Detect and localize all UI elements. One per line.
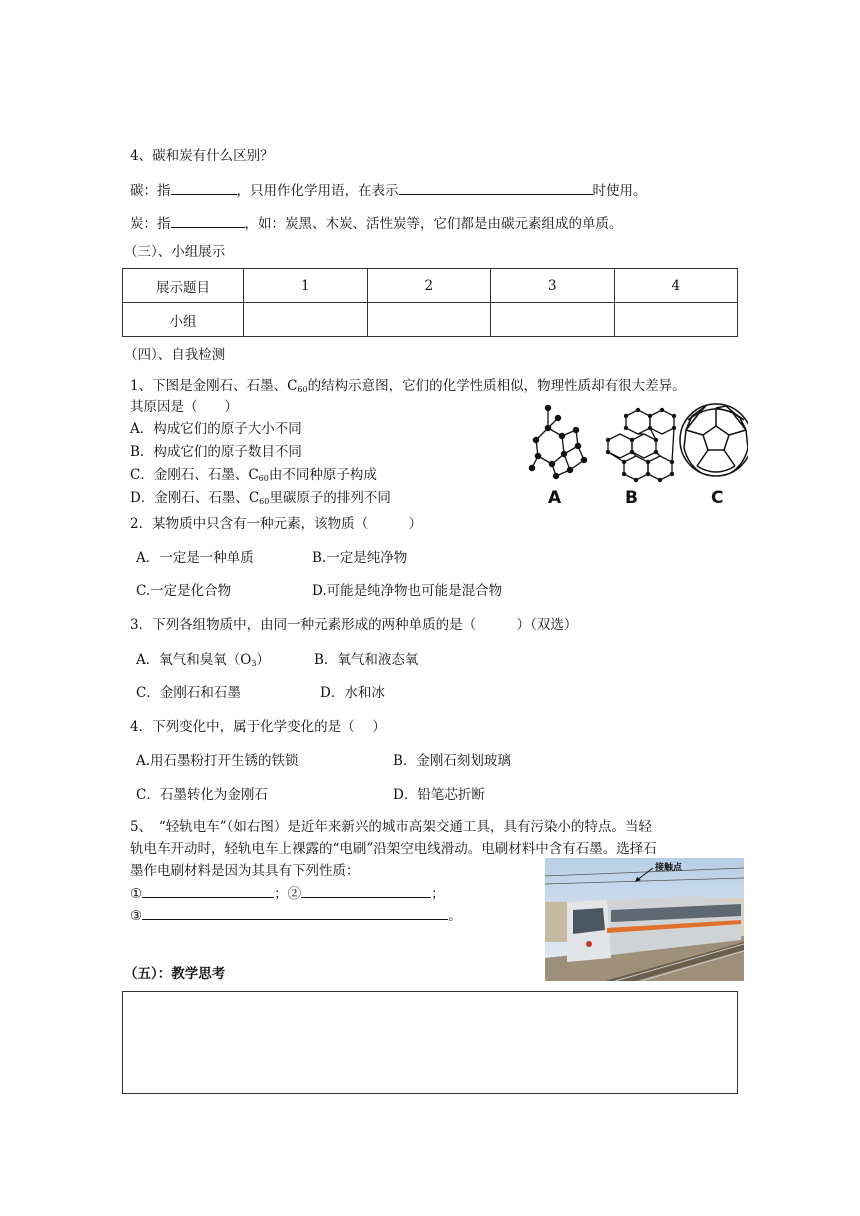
q2-option-d: D.可能是纯净物也可能是混合物 (312, 583, 503, 599)
q1-stem2: 其原因是（ ） (130, 399, 238, 415)
q2-option-b: B.一定是纯净物 (312, 550, 408, 566)
table-cell[interactable] (614, 303, 738, 337)
q3-option-a: A．氧气和臭氧$(O_3)$ (136, 652, 270, 668)
table-row (123, 269, 738, 303)
q4-option-d: D．铅笔芯折断 (393, 787, 485, 803)
q1-option-c: C．金刚石、石墨、$C_{60}$由不同种原子构成 (130, 467, 377, 483)
section4-title: （四）、自我检测 (124, 347, 226, 363)
table-col-1: 1 (244, 269, 368, 303)
light-rail-photo (545, 858, 744, 981)
table-cell[interactable] (367, 303, 491, 337)
blank[interactable] (171, 180, 237, 195)
blank[interactable] (142, 905, 448, 920)
q2-stem: 2．某物质中只含有一种元素，该物质（ ） (130, 516, 423, 532)
q3-option-d: D．水和冰 (320, 685, 385, 701)
q1-stem: 1、下图是金刚石、石墨、$C_{60}$的结构示意图，它们的化学性质相似，物理性质却有很大差异。 (130, 378, 686, 394)
q2-option-a: A．一定是一种单质 (136, 550, 254, 566)
q4-tan-line1: 碳：指 ，只用作化学用语，在表示 时使用。 (130, 180, 647, 201)
q2-option-c: C.一定是化合物 (136, 583, 232, 599)
table-cell[interactable] (491, 303, 615, 337)
q3-option-c: C．金刚石和石墨 (136, 685, 241, 701)
group-display-table (122, 268, 738, 337)
table-row (123, 303, 738, 337)
q4-option-a: A.用石墨粉打开生锈的铁锁 (136, 753, 299, 769)
q3-stem: 3．下列各组物质中，由同一种元素形成的两种单质的是（ ）（双选） (130, 617, 578, 633)
q5-answer-line1: ① ；② ； (130, 883, 445, 904)
table-col-2: 2 (367, 269, 491, 303)
q4-test-stem: 4．下列变化中，属于化学变化的是（ ） (130, 719, 386, 735)
q4-header: 4、碳和炭有什么区别？ (130, 148, 274, 164)
blank[interactable] (301, 883, 431, 898)
q4-tan-line2: 炭：指 ，如：炭黑、木炭、活性炭等，它们都是由碳元素组成的单质。 (130, 213, 623, 234)
q1-option-a: A．构成它们的原子大小不同 (130, 421, 302, 437)
q1-option-b: B．构成它们的原子数目不同 (130, 444, 302, 460)
table-row-label: 小组 (123, 303, 244, 337)
diamond-structure-icon (529, 405, 586, 478)
table-col-4: 4 (614, 269, 738, 303)
blank[interactable] (399, 180, 593, 195)
q5-line3: 墨作电刷材料是因为其具有下列性质： (130, 863, 360, 879)
q4-option-b: B．金刚石刻划玻璃 (393, 753, 511, 769)
figure-label-a: A (548, 488, 562, 508)
q5-line1: 5、 “轻轨电车”（如右图）是近年来新兴的城市高架交通工具，具有污染小的特点。当轻 (130, 819, 652, 835)
reflection-box[interactable] (122, 991, 738, 1094)
fullerene-structure-icon (680, 404, 748, 476)
q5-answer-line2: ③ 。 (130, 905, 462, 926)
q3-option-b: B．氧气和液态氧 (314, 652, 419, 668)
blank[interactable] (142, 883, 274, 898)
section5-title: （五）：教学思考 (124, 966, 226, 982)
table-header-cell: 展示题目 (123, 269, 244, 303)
contact-point-label: 接触点 (655, 863, 683, 873)
table-col-3: 3 (491, 269, 615, 303)
section3-title: （三）、小组展示 (124, 244, 226, 260)
table-cell[interactable] (244, 303, 368, 337)
graphite-structure-icon (606, 408, 676, 482)
figure-label-b: B (625, 488, 638, 508)
blank[interactable] (171, 213, 245, 228)
q1-option-d: D．金刚石、石墨、$C_{60}$里碳原子的排列不同 (130, 490, 391, 506)
q4-option-c: C．石墨转化为金刚石 (136, 787, 268, 803)
q5-line2: 轨电车开动时，轻轨电车上裸露的“电刷”沿架空电线滑动。电刷材料中含有石墨。选择石 (130, 841, 657, 857)
figure-label-c: C (711, 488, 724, 508)
